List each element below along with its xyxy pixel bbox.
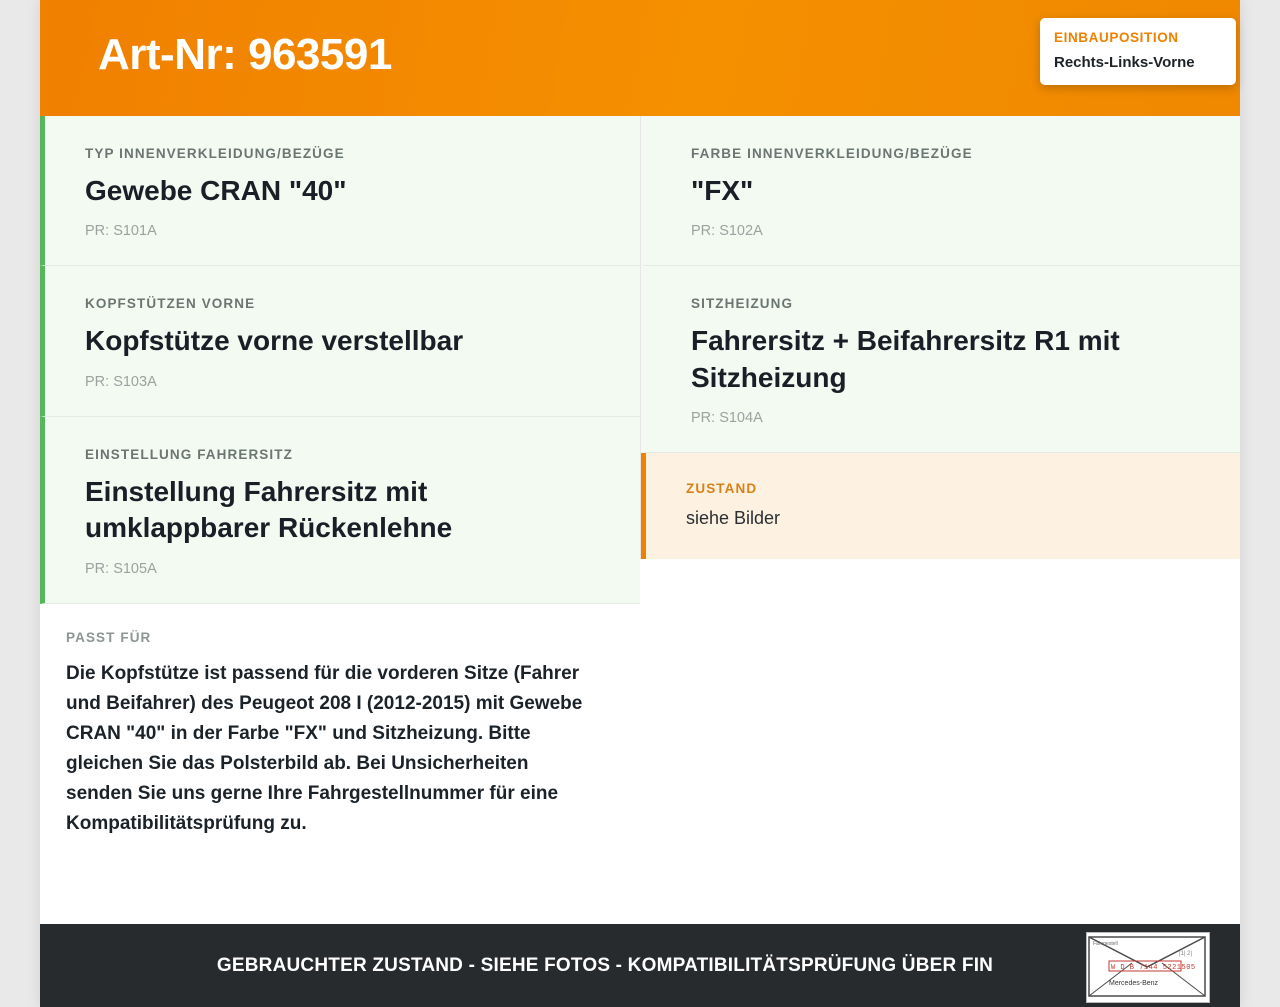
spec-pr-code: PR: S102A bbox=[691, 223, 763, 240]
spec-label: FARBE INNENVERKLEIDUNG/BEZÜGE bbox=[691, 146, 973, 161]
footer-notice: GEBRAUCHTER ZUSTAND - SIEHE FOTOS - KOMPATIBILITÄTSPRÜFUNG ÜBER FIN bbox=[216, 954, 994, 976]
spec-label: KOPFSTÜTZEN VORNE bbox=[85, 296, 256, 312]
passt-fuer-label: PASST FÜR bbox=[66, 629, 152, 645]
spec-item bbox=[641, 266, 1240, 453]
spec-label: EINSTELLUNG FAHRERSITZ bbox=[85, 446, 293, 462]
spec-columns bbox=[40, 116, 1240, 873]
zustand-block bbox=[641, 453, 1240, 559]
svg-text:W D B 7144 5221505: W D B 7144 5221505 bbox=[1111, 964, 1196, 972]
spec-value: Fahrersitz + Beifahrersitz R1 mit Sitzheizung bbox=[691, 325, 1120, 393]
einbauposition-value: Rechts-Links-Vorne bbox=[1054, 54, 1195, 71]
spec-value: "FX" bbox=[691, 175, 754, 206]
vehicle-type-plate-icon bbox=[1086, 932, 1210, 1003]
spec-pr-code: PR: S103A bbox=[85, 373, 157, 390]
einbauposition-card bbox=[1040, 18, 1236, 85]
spec-column-left bbox=[40, 116, 640, 873]
passt-fuer-text: Die Kopfstütze ist passend für die vorderen Sitze (Fahrer und Beifahrer) des Peugeot 208 I (2012-2015) mit Gewebe CRAN "40" in der Farbe "FX" und Sitzheizung. Bitte gleichen Sie das Polsterbild ab. Bei Unsicherheiten senden Sie uns gerne Ihre Fahrgestellnummer für eine Kompatibilitätsprüfung zu. bbox=[66, 662, 583, 834]
footer-bar bbox=[40, 924, 1240, 1007]
page-title: Art-Nr: 963591 bbox=[98, 30, 392, 79]
spec-item bbox=[40, 266, 640, 416]
spec-item bbox=[40, 116, 640, 266]
spec-column-right bbox=[640, 116, 1240, 559]
spec-pr-code: PR: S105A bbox=[85, 560, 157, 577]
passt-fuer-block bbox=[40, 604, 640, 873]
svg-text:Fahrgestell: Fahrgestell bbox=[1093, 941, 1118, 947]
svg-text:|1| 2|: |1| 2| bbox=[1179, 951, 1193, 957]
spec-label: SITZHEIZUNG bbox=[691, 296, 794, 312]
einbauposition-label: EINBAUPOSITION bbox=[1054, 30, 1179, 45]
zustand-label: ZUSTAND bbox=[686, 481, 758, 497]
product-spec-sheet bbox=[40, 0, 1240, 1007]
spec-label: TYP INNENVERKLEIDUNG/BEZÜGE bbox=[85, 146, 345, 161]
zustand-value: siehe Bilder bbox=[686, 508, 781, 529]
spec-pr-code: PR: S101A bbox=[85, 223, 157, 240]
svg-text:Mercedes-Benz: Mercedes-Benz bbox=[1109, 980, 1159, 987]
spec-pr-code: PR: S104A bbox=[691, 410, 763, 427]
spec-value: Einstellung Fahrersitz mit umklappbarer Rückenlehne bbox=[85, 475, 453, 544]
spec-item bbox=[641, 116, 1240, 266]
spec-value: Kopfstütze vorne verstellbar bbox=[85, 325, 464, 357]
spec-value: Gewebe CRAN "40" bbox=[85, 175, 347, 206]
spec-item bbox=[40, 417, 640, 604]
header-bar bbox=[40, 0, 1240, 116]
